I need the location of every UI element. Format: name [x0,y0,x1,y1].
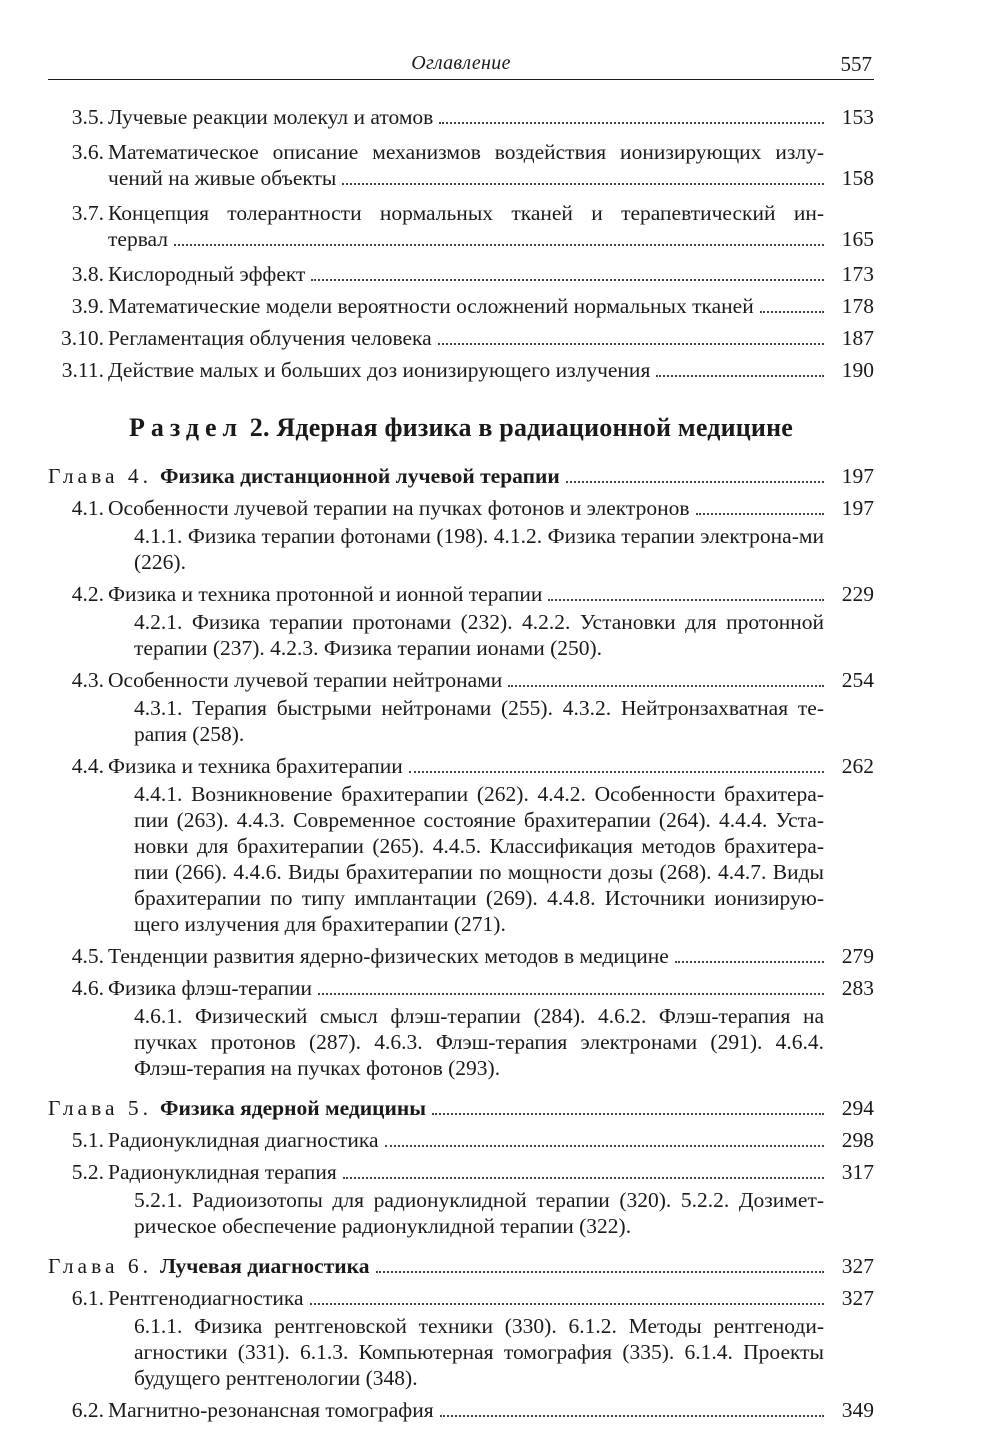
header-rule [48,79,874,80]
chapter-page: 327 [841,1254,874,1278]
entry-title-line2: тервал [108,227,169,251]
page-number: 557 [840,52,872,76]
chapter-page: 294 [841,1096,874,1120]
toc-entry-3-9[interactable] [48,293,874,319]
entry-number: 3.5. [71,105,104,129]
dot-leader [440,1414,824,1417]
dot-leader [432,1112,824,1115]
subentries-6-1: 6.1.1. Физика рентгеновской техники (330). 6.1.2. Методы рентгеноди-агностики (331). 6.1.3. Компьютерная томография (335). 6.1.4. Проекты будущего рентгенологии (348). [134,1314,824,1390]
entry-number: 4.3. [71,668,104,692]
toc-entry-3-7[interactable] [48,200,874,252]
dot-leader [409,770,824,773]
toc-entry-4-5[interactable] [48,943,874,969]
entry-title: Математические модели вероятности осложнений нормальных тканей [108,294,754,318]
section-heading [48,415,874,441]
entry-title: Регламентация облучения человека [108,326,432,350]
entry-page: 187 [841,326,874,350]
dot-leader [439,121,824,124]
subentries-4-1: 4.1.1. Физика терапии фотонами (198). 4.1.2. Физика терапии электрона-ми (226). [134,524,824,574]
entry-page: 178 [841,294,874,318]
entry-page: 298 [841,1128,874,1152]
entry-title: Физика флэш-терапии [108,976,313,1000]
dot-leader [675,960,824,963]
dot-leader [438,342,824,345]
subentries-4-6: 4.6.1. Физический смысл флэш-терапии (284). 4.6.2. Флэш-терапия на пучках протонов (287). 4.6.3. Флэш-терапия электронами (291). 4.6.4. Флэш-терапия на пучках фотонов (293). [134,1004,824,1080]
entry-title: Лучевые реакции молекул и атомов [108,105,434,129]
dot-leader [760,310,824,313]
section-title: Ядерная физика в радиационной медицине [276,413,794,442]
entry-title: Рентгенодиагностика [108,1286,304,1310]
dot-leader [310,1302,824,1305]
entry-page: 349 [841,1398,874,1422]
toc-chapter-6[interactable] [48,1253,874,1279]
entry-page: 229 [841,582,874,606]
entry-number: 6.2. [71,1398,104,1422]
entry-number: 3.11. [61,358,104,382]
entry-number: 4.5. [71,944,104,968]
chapter-label: Глава 6. [48,1254,152,1278]
chapter-title: Физика дистанционной лучевой терапии [160,464,560,488]
chapter-page: 197 [841,464,874,488]
entry-page: 279 [841,944,874,968]
entry-number: 5.2. [71,1160,104,1184]
entry-title: Тенденции развития ядерно-физических методов в медицине [108,944,669,968]
entry-page: 158 [841,166,874,190]
toc-entry-4-3[interactable] [48,667,874,693]
toc-entry-5-1[interactable] [48,1127,874,1153]
dot-leader [174,243,824,246]
dot-leader [548,598,824,601]
entry-page: 254 [841,668,874,692]
entry-page: 262 [841,754,874,778]
section-number: 2. [249,413,270,442]
entry-page: 190 [841,358,874,382]
section-label: Раздел [128,413,244,442]
dot-leader [343,1176,824,1179]
entry-number: 3.10. [61,326,104,350]
dot-leader [508,684,824,687]
entry-page: 327 [841,1286,874,1310]
entry-page: 165 [841,227,874,251]
entry-title: Физика и техника брахитерапии [108,754,403,778]
entry-number: 3.8. [71,262,104,286]
entry-page: 153 [841,105,874,129]
toc-entry-3-10[interactable] [48,325,874,351]
chapter-title: Лучевая диагностика [160,1254,370,1278]
dot-leader [656,374,824,377]
entry-number: 4.1. [71,496,104,520]
toc-entry-3-5[interactable] [48,104,874,130]
toc-entry-5-2[interactable] [48,1159,874,1185]
dot-leader [696,512,825,515]
subentries-4-2: 4.2.1. Физика терапии протонами (232). 4.2.2. Установки для протонной терапии (237). 4.2.3. Физика терапии ионами (250). [134,610,824,660]
toc-page [48,0,874,1423]
entry-number: 3.7. [71,201,104,225]
entry-page: 317 [841,1160,874,1184]
entry-title-line1: Математическое описание механизмов воздействия ионизирующих излу- [108,140,824,164]
entry-number: 5.1. [71,1128,104,1152]
entry-title: Особенности лучевой терапии нейтронами [108,668,503,692]
entry-title: Особенности лучевой терапии на пучках фотонов и электронов [108,496,690,520]
chapter-label: Глава 5. [48,1096,152,1120]
dot-leader [318,992,824,995]
entry-page: 173 [841,262,874,286]
toc-entry-4-6[interactable] [48,975,874,1001]
subentries-4-4: 4.4.1. Возникновение брахитерапии (262). 4.4.2. Особенности брахитера-пии (263). 4.4.3. Современное состояние брахитерапии (264). 4.4.4. Уста-новки для брахитерапии (265). 4.4.5. Классификация методов брахитера-пии (266). 4.4.6. Виды брахитерапии по мощности дозы (268). 4.4.7. Виды брахитерапии по типу имплантации (269). 4.4.8. Источники ионизирую-щего излучения для брахитерапии (271). [134,782,824,936]
toc-entry-3-11[interactable] [48,357,874,383]
entry-number: 6.1. [71,1286,104,1310]
subentries-4-3: 4.3.1. Терапия быстрыми нейтронами (255). 4.3.2. Нейтронзахватная те-рапия (258). [134,696,824,746]
entry-title: Действие малых и больших доз ионизирующего излучения [108,358,651,382]
dot-leader [342,182,824,185]
entry-title-line2: чений на живые объекты [108,166,337,190]
subentries-5-2: 5.2.1. Радиоизотопы для радионуклидной терапии (320). 5.2.2. Дозимет-рическое обеспечение радионуклидной терапии (322). [134,1188,824,1238]
entry-title: Физика и техника протонной и ионной терапии [108,582,543,606]
entry-title-line1: Концепция толерантности нормальных тканей и терапевтический ин- [108,201,824,225]
dot-leader [385,1144,824,1147]
toc-entry-4-2[interactable] [48,581,874,607]
entry-title: Радионуклидная диагностика [108,1128,379,1152]
entry-title: Кислородный эффект [108,262,306,286]
chapter-title: Физика ядерной медицины [160,1096,427,1120]
toc-entry-3-6[interactable] [48,139,874,191]
running-title: Оглавление [411,52,511,74]
toc-entry-6-2[interactable] [48,1397,874,1423]
entry-page: 197 [841,496,874,520]
entry-number: 3.6. [71,140,104,164]
toc-chapter-4[interactable] [48,463,874,489]
entry-number: 4.4. [71,754,104,778]
table-of-contents [48,104,874,1423]
entry-number: 3.9. [71,294,104,318]
entry-number: 4.2. [71,582,104,606]
toc-entry-3-8[interactable] [48,261,874,287]
toc-entry-4-1[interactable] [48,495,874,521]
entry-number: 4.6. [71,976,104,1000]
dot-leader [566,480,824,483]
chapter-label: Глава 4. [48,464,152,488]
toc-entry-6-1[interactable] [48,1285,874,1311]
page-header [48,0,874,82]
toc-entry-4-4[interactable] [48,753,874,779]
dot-leader [311,278,824,281]
dot-leader [376,1270,825,1273]
entry-title: Магнитно-резонансная томография [108,1398,434,1422]
entry-title: Радионуклидная терапия [108,1160,337,1184]
toc-chapter-5[interactable] [48,1095,874,1121]
entry-page: 283 [841,976,874,1000]
